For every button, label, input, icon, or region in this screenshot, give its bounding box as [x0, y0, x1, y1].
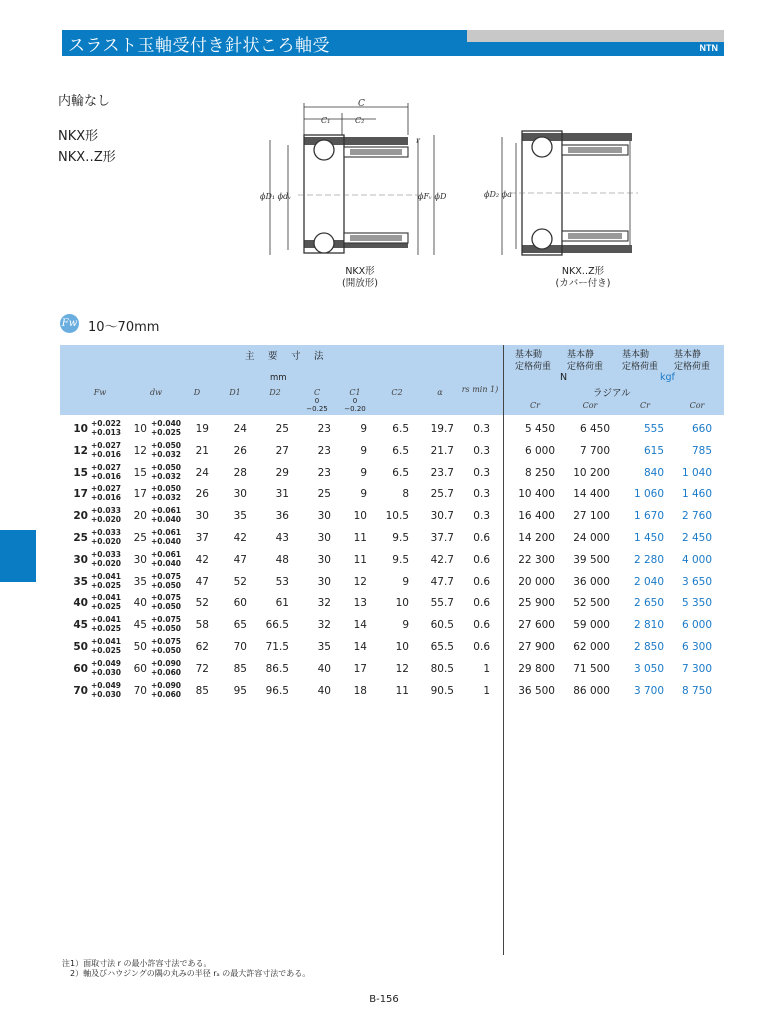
cell-c1: 11	[353, 532, 367, 544]
header-static-load-2: 定格荷重	[567, 362, 604, 372]
cell-cr-k: 1 060	[633, 488, 664, 501]
cell-r: 0.6	[473, 619, 490, 632]
cell-c1: 9	[360, 466, 367, 479]
cell-d1: 24	[233, 423, 247, 435]
cell-d2: 61	[275, 597, 289, 610]
header-dynamic-load-kgf-2: 定格荷重	[622, 362, 659, 372]
cell-dw-tolerance: +0.061 +0.040	[151, 528, 182, 546]
col-Cor-N: Cor	[582, 401, 598, 410]
cell-dw: 40	[133, 597, 147, 610]
cell-d2: 25	[275, 423, 289, 435]
cell-d2: 71.5	[265, 641, 289, 653]
cell-dw: 15	[133, 466, 147, 479]
cell-cr-k: 555	[643, 423, 664, 435]
cell-a: 42.7	[430, 553, 454, 566]
cell-dw: 17	[133, 488, 147, 501]
cell-r: 0.6	[473, 597, 490, 610]
cell-dw: 12	[133, 444, 147, 457]
cell-d: 52	[195, 597, 209, 610]
cell-c1: 12	[353, 575, 367, 588]
cell-fw-tolerance: +0.022 +0.013	[91, 419, 122, 437]
cell-cor: 52 500	[573, 597, 610, 610]
header-static-load-kgf-2: 定格荷重	[674, 362, 711, 372]
cell-a: 30.7	[430, 510, 454, 523]
nkx-caption: NKX形 (開放形)	[342, 266, 378, 289]
page-title: スラスト玉軸受付き針状ころ軸受	[68, 36, 330, 56]
table-row	[60, 658, 724, 680]
cell-cor-k: 2 760	[681, 510, 712, 523]
cell-c1: 11	[353, 553, 367, 566]
table-row	[60, 636, 724, 658]
cell-fw-tolerance: +0.033 +0.020	[91, 506, 122, 525]
cell-fw-tolerance: +0.033 +0.020	[91, 528, 122, 546]
table-row	[60, 440, 724, 462]
cell-cor-k: 1 460	[681, 488, 712, 501]
unit-kgf: kgf	[660, 372, 675, 383]
cell-r: 0.6	[473, 553, 490, 566]
table-row	[60, 527, 724, 549]
cell-dw: 60	[133, 662, 147, 675]
col-alpha: α	[437, 388, 443, 397]
cell-d2: 29	[275, 466, 289, 479]
cell-dw-tolerance: +0.061 +0.040	[151, 506, 182, 525]
cell-d: 30	[195, 510, 209, 523]
cell-dw: 70	[133, 684, 147, 697]
cell-cr-k: 2 810	[633, 619, 664, 632]
brand-logo: NTN	[699, 43, 718, 53]
cell-cor: 27 100	[573, 510, 610, 523]
cell-d1: 52	[233, 575, 247, 588]
cell-cr: 27 600	[518, 619, 555, 632]
cell-cr-k: 2 850	[633, 641, 664, 653]
cell-d: 21	[195, 444, 209, 457]
cell-cor-k: 6 000	[681, 619, 712, 632]
cell-cor: 14 400	[573, 488, 610, 501]
cell-cr-k: 3 050	[633, 662, 664, 675]
col-D1: D1	[229, 388, 241, 397]
cell-c: 30	[317, 575, 331, 588]
cell-cor: 86 000	[573, 684, 610, 697]
table-row	[60, 549, 724, 571]
cell-cr: 20 000	[518, 575, 555, 588]
table-row	[60, 483, 724, 505]
cell-r: 0.3	[473, 488, 490, 501]
header-dynamic-load-kgf: 基本動	[622, 350, 650, 360]
cell-r: 0.6	[473, 641, 490, 653]
cell-cr: 25 900	[518, 597, 555, 610]
cell-cor-k: 1 040	[681, 466, 712, 479]
cell-a: 60.5	[430, 619, 454, 632]
cell-c1: 18	[353, 684, 367, 697]
cell-cr: 8 250	[524, 466, 555, 479]
cell-dw-tolerance: +0.061 +0.040	[151, 549, 182, 568]
note-2: 2）軸及びハウジングの隅の丸みの半径 rₐ の最大許容寸法である。	[62, 969, 311, 978]
cell-dw-tolerance: +0.090 +0.060	[151, 658, 182, 677]
cell-a: 55.7	[430, 597, 454, 610]
unit-N: N	[560, 372, 568, 383]
cell-d: 19	[195, 423, 209, 435]
cell-dw: 30	[133, 553, 147, 566]
cell-d2: 96.5	[265, 684, 289, 697]
cell-c1: 17	[353, 662, 367, 675]
cell-c2: 9.5	[392, 532, 409, 544]
cell-c2: 6.5	[392, 466, 409, 479]
cell-fw: 40	[73, 597, 88, 610]
dim-D1-dw: ϕD₁ ϕdᵥ	[260, 192, 292, 201]
cell-fw-tolerance: +0.027 +0.016	[91, 440, 122, 459]
cell-r: 0.3	[473, 423, 490, 435]
cell-cor-k: 4 000	[681, 553, 712, 566]
cell-fw: 20	[73, 510, 88, 523]
subtitle: 内輪なし	[58, 94, 111, 109]
table-row	[60, 680, 724, 702]
cell-fw-tolerance: +0.041 +0.025	[91, 615, 122, 634]
cell-cr: 29 800	[518, 662, 555, 675]
cell-dw-tolerance: +0.050 +0.032	[151, 440, 182, 459]
cell-d: 42	[195, 553, 209, 566]
cell-d2: 53	[275, 575, 289, 588]
cell-cr-k: 3 700	[633, 684, 664, 697]
cell-r: 1	[483, 662, 490, 675]
cell-d1: 35	[233, 510, 247, 523]
cell-c2: 6.5	[392, 444, 409, 457]
table-row	[60, 418, 724, 440]
cell-dw-tolerance: +0.090 +0.060	[151, 680, 182, 699]
header-main-dimensions: 主 要 寸 法	[245, 351, 326, 362]
C-tolerance: 0 −0.25	[306, 397, 328, 413]
type-nkx: NKX形	[58, 129, 99, 144]
cell-dw-tolerance: +0.075 +0.050	[151, 571, 182, 590]
cell-cor: 59 000	[573, 619, 610, 632]
dim-D2-a: ϕD₂ ϕa	[484, 190, 512, 199]
header-gray-band	[467, 30, 724, 42]
nkxz-caption: NKX‥Z形 (カバー付き)	[555, 266, 611, 289]
cell-fw-tolerance: +0.041 +0.025	[91, 637, 122, 655]
cell-c: 32	[317, 597, 331, 610]
cell-r: 0.3	[473, 466, 490, 479]
header-static-load: 基本静	[567, 350, 595, 360]
cell-cr: 5 450	[524, 423, 555, 435]
col-Cr-N: Cr	[530, 401, 540, 410]
cell-cor-k: 660	[691, 423, 712, 435]
cell-fw-tolerance: +0.049 +0.030	[91, 680, 122, 699]
cell-d1: 70	[233, 641, 247, 653]
cell-d2: 66.5	[265, 619, 289, 632]
cell-fw: 50	[73, 641, 88, 653]
cell-fw: 12	[73, 444, 88, 457]
cell-dw: 45	[133, 619, 147, 632]
cell-c1: 9	[360, 444, 367, 457]
cell-c: 23	[317, 444, 331, 457]
cell-c: 35	[317, 641, 331, 653]
cell-c2: 9.5	[392, 553, 409, 566]
cell-cor: 71 500	[573, 662, 610, 675]
header-mm-unit: mm	[270, 373, 287, 383]
cell-fw-tolerance: +0.041 +0.025	[91, 571, 122, 590]
cell-c: 25	[317, 488, 331, 501]
cell-cr: 10 400	[518, 488, 555, 501]
dim-C1: C₁	[321, 116, 331, 125]
cell-d: 62	[195, 641, 209, 653]
cell-c1: 14	[353, 619, 367, 632]
page-number: B-156	[369, 994, 399, 1005]
cell-cor-k: 7 300	[681, 662, 712, 675]
table-row	[60, 505, 724, 527]
dim-Fw-D: ϕFᵥ ϕD	[418, 192, 447, 201]
cell-fw: 25	[73, 532, 88, 544]
note-1: 注1）面取寸法 r の最小許容寸法である。	[62, 959, 212, 968]
col-Cr-kgf: Cr	[640, 401, 650, 410]
cell-d: 24	[195, 466, 209, 479]
table-row	[60, 614, 724, 636]
cell-a: 47.7	[430, 575, 454, 588]
table-row	[60, 571, 724, 593]
cell-cor: 24 000	[573, 532, 610, 544]
table-row	[60, 462, 724, 484]
cell-dw: 10	[133, 423, 147, 435]
cell-c2: 10	[395, 597, 409, 610]
cell-d1: 42	[233, 532, 247, 544]
cell-fw: 17	[73, 488, 88, 501]
cell-c: 40	[317, 662, 331, 675]
cell-a: 80.5	[430, 662, 454, 675]
cell-dw-tolerance: +0.050 +0.032	[151, 484, 182, 503]
nkxz-section-drawing	[480, 125, 650, 265]
cell-cr: 14 200	[518, 532, 555, 544]
col-dw: dw	[150, 388, 162, 397]
cell-fw: 60	[73, 662, 88, 675]
cell-fw-tolerance: +0.027 +0.016	[91, 462, 122, 481]
cell-cor-k: 8 750	[681, 684, 712, 697]
header-static-load-kgf: 基本静	[674, 350, 702, 360]
cell-dw: 25	[133, 532, 147, 544]
cell-c2: 10.5	[385, 510, 409, 523]
cell-dw: 35	[133, 575, 147, 588]
cell-c: 32	[317, 619, 331, 632]
cell-d: 85	[195, 684, 209, 697]
cell-a: 65.5	[430, 641, 454, 653]
cell-c: 30	[317, 510, 331, 523]
cell-fw: 30	[73, 553, 88, 566]
cell-a: 25.7	[430, 488, 454, 501]
fw-range-text: 10～70mm	[88, 320, 160, 335]
cell-cr: 6 000	[524, 444, 555, 457]
cell-d2: 43	[275, 532, 289, 544]
cell-d1: 30	[233, 488, 247, 501]
cell-r: 0.3	[473, 444, 490, 457]
cell-c: 40	[317, 684, 331, 697]
cell-cr-k: 615	[643, 444, 664, 457]
cell-c1: 9	[360, 423, 367, 435]
fw-symbol-badge: Fw	[60, 314, 79, 333]
cell-fw: 70	[73, 684, 88, 697]
cell-d2: 36	[275, 510, 289, 523]
cell-c2: 9	[402, 619, 409, 632]
cell-d: 72	[195, 662, 209, 675]
cell-cor-k: 2 450	[681, 532, 712, 544]
cell-cr: 36 500	[518, 684, 555, 697]
col-C: C	[313, 388, 321, 397]
cell-c2: 9	[402, 575, 409, 588]
col-Cor-kgf: Cor	[689, 401, 705, 410]
table-row	[60, 592, 724, 614]
cell-fw: 45	[73, 619, 88, 632]
cell-d1: 47	[233, 553, 247, 566]
cell-cr-k: 1 450	[633, 532, 664, 544]
cell-fw-tolerance: +0.049 +0.030	[91, 658, 122, 677]
cell-cr: 27 900	[518, 641, 555, 653]
cell-r: 1	[483, 684, 490, 697]
header-blue-band	[467, 42, 724, 56]
col-C2: C2	[391, 388, 403, 397]
cell-c2: 10	[395, 641, 409, 653]
cell-fw: 35	[73, 575, 88, 588]
cell-c2: 12	[395, 662, 409, 675]
cell-dw-tolerance: +0.075 +0.050	[151, 593, 182, 612]
dim-C: C	[358, 99, 365, 109]
cell-d2: 48	[275, 553, 289, 566]
cell-fw-tolerance: +0.041 +0.025	[91, 593, 122, 612]
cell-a: 37.7	[430, 532, 454, 544]
col-fw: Fw	[93, 388, 107, 397]
cell-cr: 22 300	[518, 553, 555, 566]
cell-cr-k: 2 650	[633, 597, 664, 610]
col-D: D	[193, 388, 201, 397]
cell-cor-k: 3 650	[681, 575, 712, 588]
cell-a: 19.7	[430, 423, 454, 435]
cell-dw-tolerance: +0.040 +0.025	[151, 419, 182, 437]
cell-fw: 10	[73, 423, 88, 435]
nkx-section-drawing	[258, 95, 448, 265]
cell-c2: 8	[402, 488, 409, 501]
cell-a: 21.7	[430, 444, 454, 457]
cell-d1: 95	[233, 684, 247, 697]
cell-cr-k: 2 280	[633, 553, 664, 566]
cell-a: 23.7	[430, 466, 454, 479]
cell-cor: 36 000	[573, 575, 610, 588]
cell-cor-k: 785	[691, 444, 712, 457]
dim-r: r	[416, 136, 420, 145]
side-index-tab	[0, 530, 36, 582]
col-D2: D2	[269, 388, 281, 397]
cell-d: 58	[195, 619, 209, 632]
dim-C2: C₂	[355, 116, 365, 125]
cell-c1: 14	[353, 641, 367, 653]
radial-label: ラジアル	[593, 388, 631, 399]
cell-c: 23	[317, 423, 331, 435]
cell-d: 37	[195, 532, 209, 544]
cell-d1: 85	[233, 662, 247, 675]
cell-cor: 39 500	[573, 553, 610, 566]
cell-cr: 16 400	[518, 510, 555, 523]
cell-cor-k: 6 300	[681, 641, 712, 653]
cell-dw-tolerance: +0.075 +0.050	[151, 615, 182, 634]
header-dynamic-load-2: 定格荷重	[515, 362, 552, 372]
cell-c: 23	[317, 466, 331, 479]
cell-cr-k: 2 040	[633, 575, 664, 588]
cell-a: 90.5	[430, 684, 454, 697]
cell-d2: 31	[275, 488, 289, 501]
cell-d2: 86.5	[265, 662, 289, 675]
col-rsmin: rs min 1)	[461, 385, 499, 394]
cell-cor: 62 000	[573, 641, 610, 653]
cell-c: 30	[317, 553, 331, 566]
cell-cor: 10 200	[573, 466, 610, 479]
table-header	[60, 345, 724, 415]
cell-r: 0.6	[473, 575, 490, 588]
cell-dw: 20	[133, 510, 147, 523]
cell-c1: 9	[360, 488, 367, 501]
cell-d: 47	[195, 575, 209, 588]
cell-d: 26	[195, 488, 209, 501]
cell-d1: 60	[233, 597, 247, 610]
col-C1: C1	[349, 388, 361, 397]
cell-d1: 26	[233, 444, 247, 457]
cell-cr-k: 1 670	[633, 510, 664, 523]
type-nkxz: NKX‥Z形	[58, 150, 116, 165]
cell-r: 0.6	[473, 532, 490, 544]
cell-fw-tolerance: +0.033 +0.020	[91, 549, 122, 568]
cell-fw-tolerance: +0.027 +0.016	[91, 484, 122, 503]
cell-cor-k: 5 350	[681, 597, 712, 610]
cell-c2: 6.5	[392, 423, 409, 435]
cell-d1: 28	[233, 466, 247, 479]
cell-cor: 6 450	[579, 423, 610, 435]
cell-c1: 13	[353, 597, 367, 610]
cell-c: 30	[317, 532, 331, 544]
cell-fw: 15	[73, 466, 88, 479]
cell-dw: 50	[133, 641, 147, 653]
cell-cor: 7 700	[579, 444, 610, 457]
cell-dw-tolerance: +0.050 +0.032	[151, 462, 182, 481]
cell-d2: 27	[275, 444, 289, 457]
cell-dw-tolerance: +0.075 +0.050	[151, 637, 182, 655]
header-dynamic-load: 基本動	[515, 350, 543, 360]
C1-tolerance: 0 −0.20	[344, 397, 366, 413]
cell-c1: 10	[353, 510, 367, 523]
cell-cr-k: 840	[643, 466, 664, 479]
cell-c2: 11	[395, 684, 409, 697]
cell-r: 0.3	[473, 510, 490, 523]
cell-d1: 65	[233, 619, 247, 632]
